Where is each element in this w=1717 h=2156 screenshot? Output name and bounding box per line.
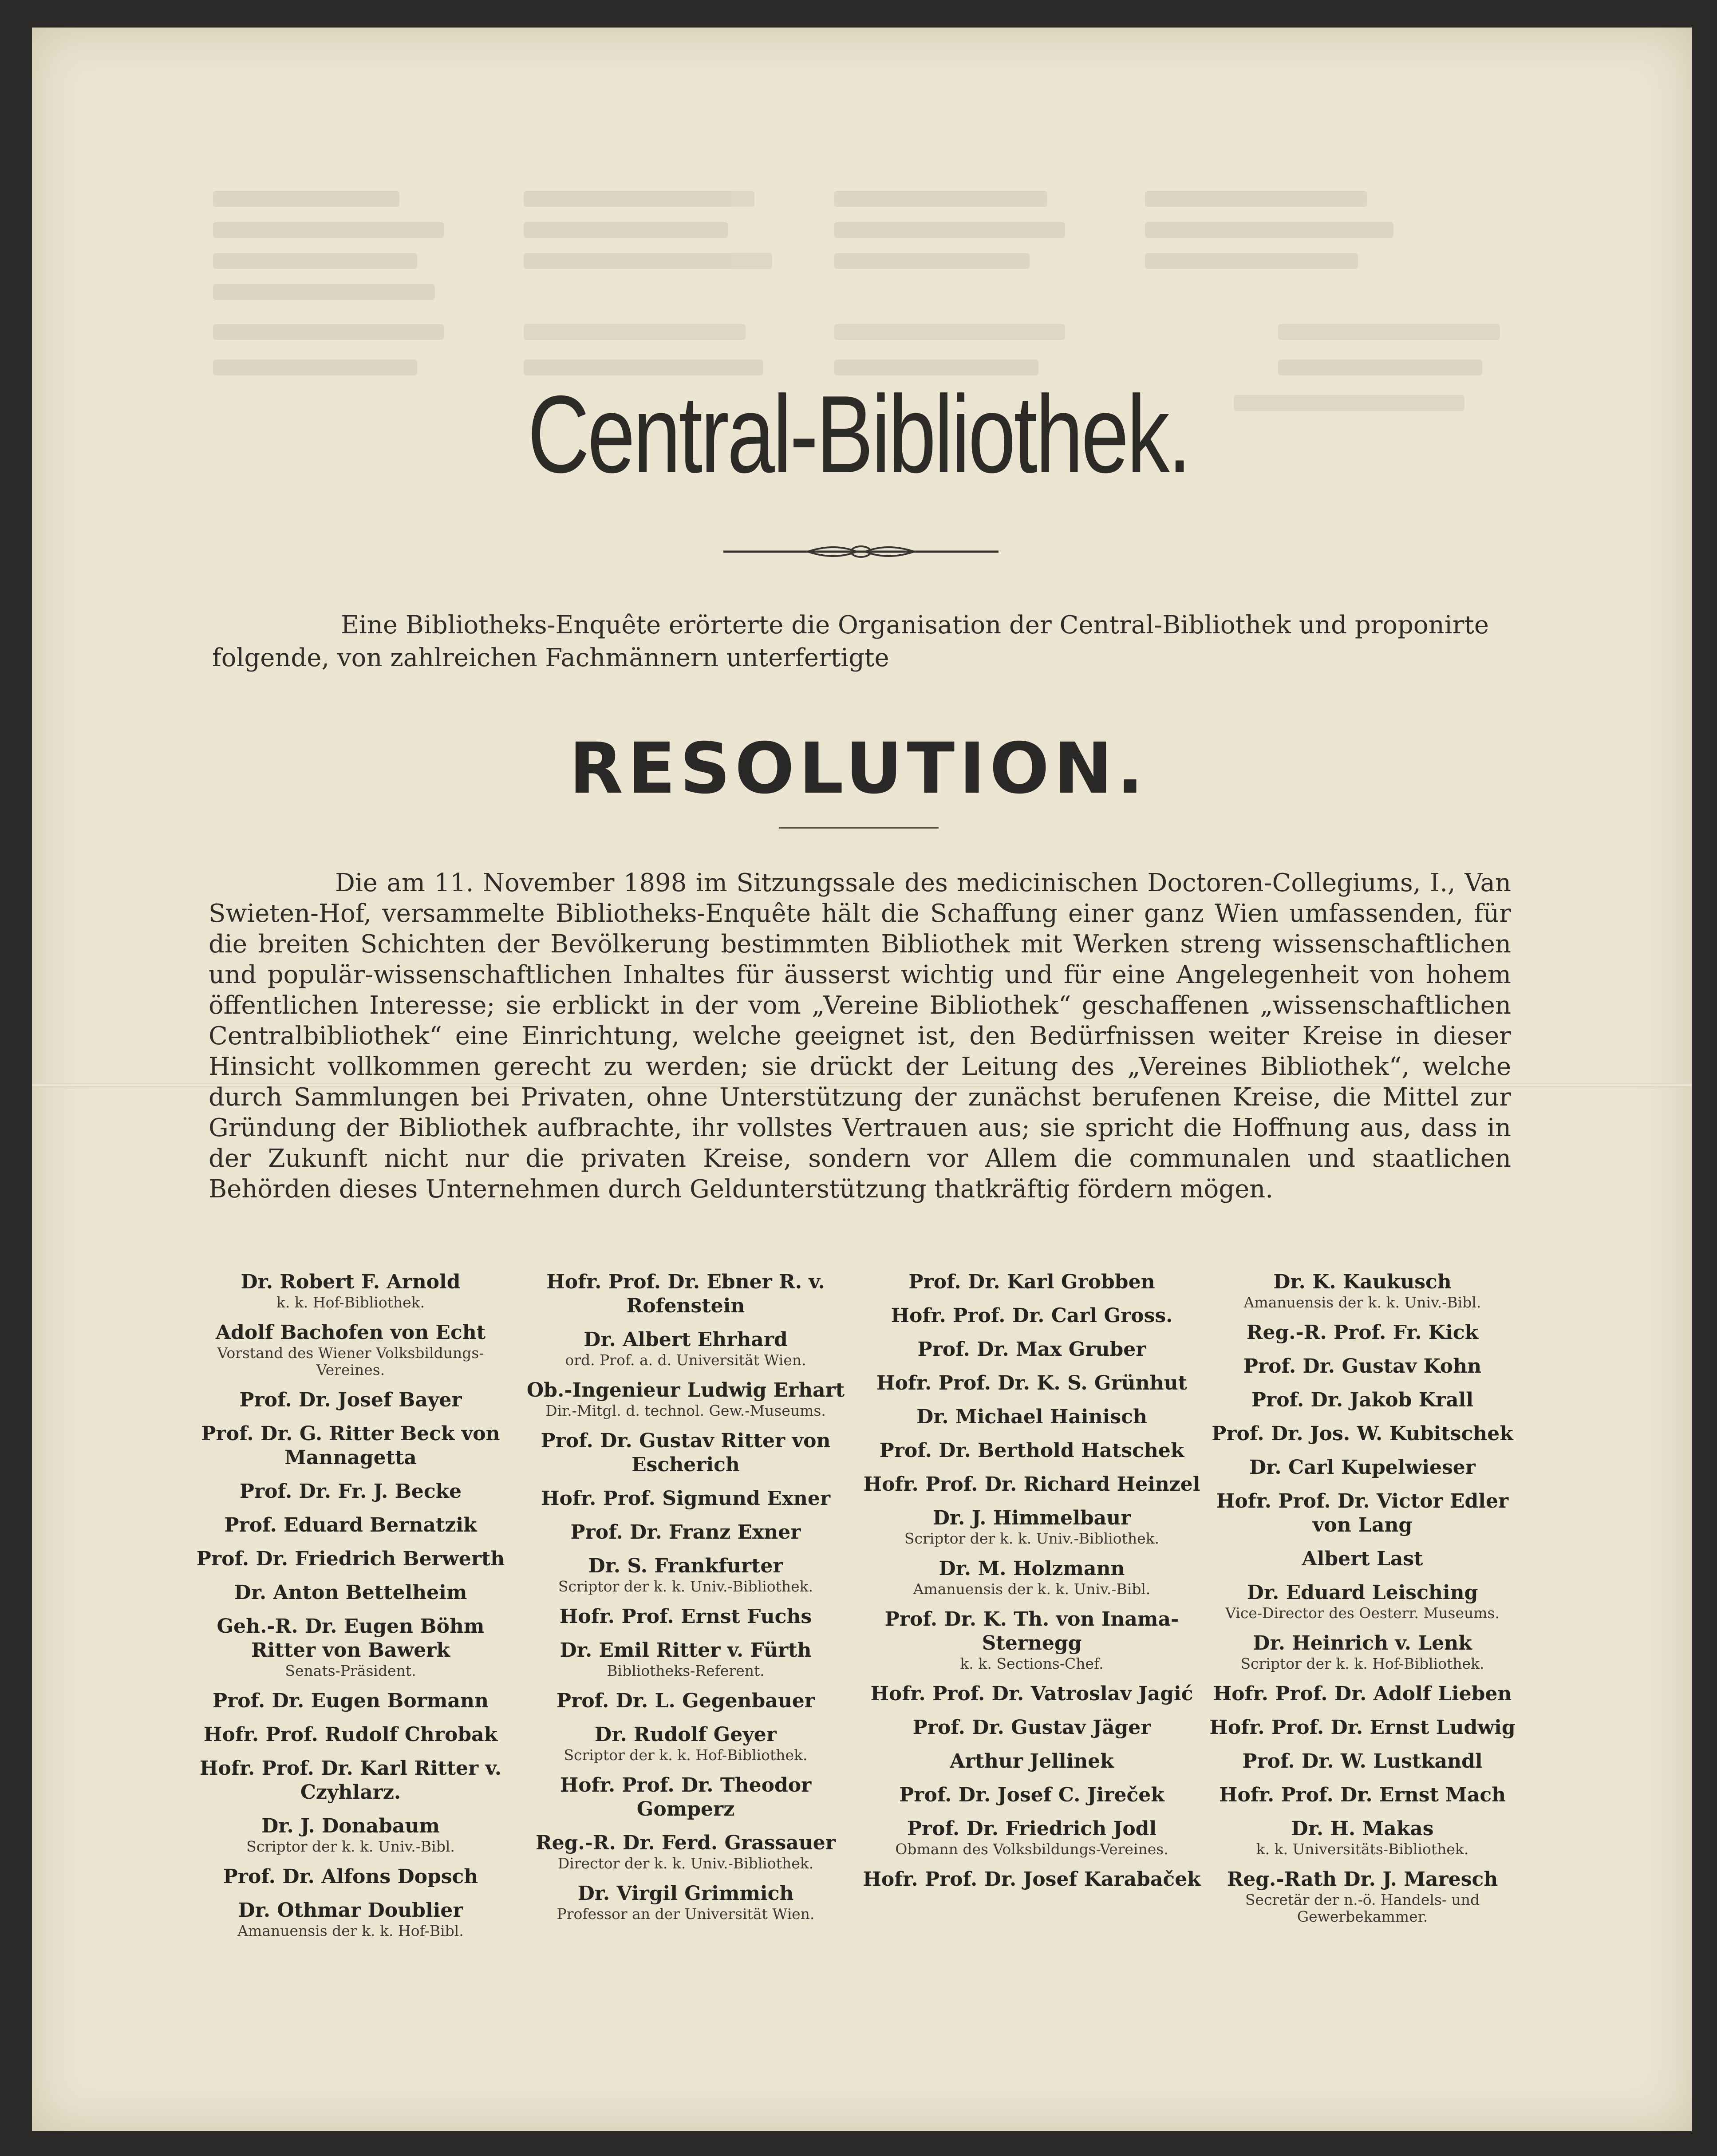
- signatory: [1194, 1716, 1531, 1740]
- signatory-title: Vorstand des Wiener Volksbildungs-Vereines.: [217, 1344, 484, 1378]
- signatory: [1194, 1388, 1531, 1412]
- signatory: [1194, 1422, 1531, 1446]
- signatory: [524, 1605, 848, 1629]
- signatory-title: Scriptor der k. k. Hof-Bibliothek.: [1240, 1655, 1484, 1672]
- signatory: [1194, 1321, 1531, 1345]
- signatory: [524, 1328, 848, 1369]
- signatory-name: Prof. Dr. K. Th. von Inama-Sternegg: [884, 1608, 1179, 1655]
- signatory: [859, 1716, 1205, 1740]
- signatory-name: Dr. Michael Hainisch: [916, 1406, 1147, 1428]
- signatory-name: Prof. Dr. Friedrich Jodl: [907, 1817, 1157, 1840]
- signatory-name: Prof. Dr. Josef C. Jireček: [899, 1784, 1164, 1806]
- signatory: [1194, 1682, 1531, 1706]
- signatory: [1194, 1354, 1531, 1378]
- signatory-name: Prof. Dr. Berthold Hatschek: [879, 1439, 1184, 1462]
- signatory-name: Dr. Virgil Grimmich: [577, 1882, 794, 1905]
- resolution-paragraph: [209, 868, 1511, 1204]
- ornament-divider: [723, 541, 999, 563]
- signatories-column-1: [195, 1270, 506, 1949]
- signatory-name: Dr. Anton Bettelheim: [234, 1581, 467, 1604]
- signatory: [859, 1749, 1205, 1773]
- signatories-column-3: [859, 1270, 1205, 1901]
- signatory-title: Scriptor der k. k. Hof-Bibliothek.: [564, 1746, 808, 1764]
- signatory-title: Scriptor der k. k. Univ.-Bibl.: [246, 1838, 455, 1855]
- signatory: [524, 1554, 848, 1595]
- signatory: [1194, 1868, 1531, 1925]
- signatory-name: Hofr. Prof. Dr. Carl Gross.: [891, 1304, 1173, 1327]
- intro-paragraph: [212, 609, 1512, 675]
- signatory-name: Dr. Heinrich v. Lenk: [1253, 1632, 1472, 1655]
- heading-rule: [779, 827, 939, 829]
- signatory: [1194, 1749, 1531, 1773]
- signatory-name: Prof. Dr. Fr. J. Becke: [239, 1480, 462, 1503]
- signatory: [195, 1865, 506, 1889]
- signatory-title: Amanuensis der k. k. Univ.-Bibl.: [913, 1580, 1151, 1598]
- signatory-title: k. k. Hof-Bibliothek.: [276, 1294, 425, 1311]
- signatory-name: Prof. Dr. W. Lustkandl: [1242, 1750, 1483, 1773]
- signatory-title: k. k. Sections-Chef.: [960, 1655, 1104, 1672]
- signatory-title: Amanuensis der k. k. Univ.-Bibl.: [1243, 1294, 1481, 1311]
- signatory-name: Dr. K. Kaukusch: [1273, 1271, 1452, 1293]
- signatory: [1194, 1456, 1531, 1480]
- resolution-heading: RESOLUTION.: [569, 728, 1148, 809]
- signatory-name: Prof. Dr. Gustav Jäger: [912, 1716, 1151, 1739]
- signatory: [524, 1639, 848, 1679]
- signatory: [859, 1371, 1205, 1395]
- signatory-name: Hofr. Prof. Ernst Fuchs: [559, 1605, 812, 1628]
- signatory: [1194, 1581, 1531, 1622]
- document-title: Central-Bibliothek.: [527, 372, 1190, 496]
- signatory: [1194, 1489, 1531, 1537]
- signatory-name: Prof. Dr. Franz Exner: [570, 1521, 801, 1544]
- signatory-name: Hofr. Prof. Dr. Richard Heinzel: [863, 1473, 1200, 1496]
- signatory-name: Ob.-Ingenieur Ludwig Erhart: [526, 1379, 845, 1402]
- signatory: [1194, 1270, 1531, 1311]
- signatory-name: Dr. M. Holzmann: [939, 1557, 1125, 1580]
- signatory: [524, 1773, 848, 1821]
- signatory-name: Hofr. Prof. Dr. Karl Ritter v. Czyhlarz.: [199, 1757, 502, 1804]
- signatory: [524, 1429, 848, 1477]
- signatory: [195, 1513, 506, 1537]
- signatory: [524, 1882, 848, 1923]
- signatory-title: Director der k. k. Univ.-Bibliothek.: [557, 1855, 814, 1872]
- signatory: [1194, 1547, 1531, 1571]
- signatory-name: Prof. Dr. Friedrich Berwerth: [196, 1548, 505, 1570]
- signatory: [195, 1480, 506, 1504]
- signatory-name: Albert Last: [1302, 1548, 1423, 1570]
- signatory-name: Dr. Carl Kupelwieser: [1249, 1456, 1476, 1479]
- signatory-name: Hofr. Prof. Dr. Victor Edler von Lang: [1216, 1490, 1509, 1536]
- signatory-name: Hofr. Prof. Dr. Adolf Lieben: [1213, 1682, 1512, 1705]
- signatory-title: Amanuensis der k. k. Hof-Bibl.: [237, 1922, 464, 1939]
- signatory: [524, 1520, 848, 1544]
- signatory-name: Dr. Othmar Doublier: [238, 1899, 463, 1922]
- signatory-name: Prof. Dr. Max Gruber: [917, 1338, 1146, 1361]
- signatory: [1194, 1783, 1531, 1807]
- signatory-title: Dir.-Mitgl. d. technol. Gew.-Museums.: [545, 1402, 826, 1419]
- signatory-name: Reg.-R. Prof. Fr. Kick: [1246, 1321, 1479, 1344]
- signatory-name: Arthur Jellinek: [950, 1750, 1114, 1773]
- signatory: [524, 1378, 848, 1419]
- signatory-name: Prof. Dr. Jos. W. Kubitschek: [1212, 1422, 1513, 1445]
- signatory-name: Hofr. Prof. Dr. K. S. Grünhut: [876, 1372, 1187, 1394]
- signatory-title: k. k. Universitäts-Bibliothek.: [1256, 1840, 1469, 1858]
- signatory-name: Adolf Bachofen von Echt: [215, 1321, 486, 1344]
- signatory: [524, 1723, 848, 1764]
- signatory: [195, 1388, 506, 1412]
- signatory: [524, 1487, 848, 1511]
- signatory-title: Bibliotheks-Referent.: [607, 1662, 765, 1679]
- signatories-column-4: [1194, 1270, 1531, 1935]
- signatory-name: Hofr. Prof. Dr. Ebner R. v. Rofenstein: [546, 1271, 825, 1317]
- signatory-name: Hofr. Prof. Dr. Josef Karabaček: [863, 1868, 1201, 1891]
- signatory-name: Prof. Dr. G. Ritter Beck von Mannagetta: [201, 1422, 500, 1469]
- signatory: [195, 1422, 506, 1470]
- signatory-name: Prof. Dr. Josef Bayer: [239, 1389, 462, 1411]
- signatory-name: Dr. Albert Ehrhard: [584, 1328, 788, 1351]
- signatory-name: Reg.-R. Dr. Ferd. Grassauer: [536, 1832, 836, 1854]
- signatories-column-2: [524, 1270, 848, 1932]
- signatory-name: Hofr. Prof. Sigmund Exner: [541, 1487, 831, 1510]
- signatory: [195, 1757, 506, 1805]
- signatory: [195, 1814, 506, 1855]
- signatory-name: Dr. J. Donabaum: [261, 1815, 440, 1837]
- signatory-name: Dr. H. Makas: [1291, 1817, 1434, 1840]
- signatory-name: Prof. Dr. Alfons Dopsch: [223, 1865, 478, 1888]
- signatory: [859, 1304, 1205, 1328]
- signatory: [859, 1506, 1205, 1547]
- signatory: [195, 1615, 506, 1679]
- signatory-name: Prof. Dr. L. Gegenbauer: [557, 1690, 815, 1712]
- signatory-name: Dr. Rudolf Geyer: [595, 1723, 777, 1746]
- signatory-title: ord. Prof. a. d. Universität Wien.: [565, 1351, 806, 1369]
- signatory-name: Dr. Eduard Leisching: [1247, 1581, 1478, 1604]
- signatory: [195, 1270, 506, 1311]
- signatory: [195, 1547, 506, 1571]
- signatory-title: Senats-Präsident.: [285, 1662, 416, 1679]
- signatory: [195, 1689, 506, 1713]
- signatory: [859, 1682, 1205, 1706]
- signatory: [859, 1473, 1205, 1497]
- signatory-name: Hofr. Prof. Dr. Theodor Gomperz: [560, 1774, 812, 1820]
- signatory-name: Hofr. Prof. Dr. Ernst Ludwig: [1209, 1716, 1516, 1739]
- signatory: [859, 1868, 1205, 1891]
- signatory-title: Scriptor der k. k. Univ.-Bibliothek.: [904, 1530, 1160, 1547]
- signatory: [859, 1783, 1205, 1807]
- intro-text: Eine Bibliotheks-Enquête erörterte die Organisation der Central-Bibliothek und proponirte folgende, von zahlreichen Fachmännern unterfertigte: [212, 611, 1489, 672]
- signatory: [859, 1557, 1205, 1598]
- signatory-name: Hofr. Prof. Rudolf Chrobak: [203, 1723, 498, 1746]
- signatory-title: Secretär der n.-ö. Handels- und Gewerbekammer.: [1245, 1891, 1480, 1925]
- signatory: [859, 1405, 1205, 1429]
- resolution-text: Die am 11. November 1898 im Sitzungssale des medicinischen Doctoren-Collegiums, I., Van Swieten-Hof, versammelte Bibliotheks-Enquête hält die Schaffung einer ganz Wien umfassenden, für die breiten Schichten der Bevölkerung bestimmten Bibliothek mit Werken streng wissenschaftlichen und populär-wissenschaftlichen Inhaltes für äusserst wichtig und für eine Angelegenheit von hohem öffentlichen Interesse; sie erblickt in der vom „Vereine Bibliothek“ geschaffenen „wissenschaftlichen Centralbibliothek“ eine Einrichtung, welche geeignet ist, den Bedürfnissen weiter Kreise in dieser Hinsicht vollkommen gerecht zu werden; sie drückt der Leitung des „Vereines Bibliothek“, welche durch Sammlungen bei Privaten, ohne Unterstützung der zunächst berufenen Kreise, die Mittel zur Gründung der Bibliothek aufbrachte, ihr vollstes Vertrauen aus; sie spricht die Hoffnung aus, dass in der Zukunft nicht nur die privaten Kreise, sondern vor Allem die communalen und staatlichen Behörden dieses Unternehmen durch Geldunterstützung thatkräftig fördern mögen.: [209, 869, 1511, 1204]
- signatory: [195, 1723, 506, 1747]
- signatory: [524, 1831, 848, 1872]
- signatory: [859, 1817, 1205, 1858]
- signatory-name: Reg.-Rath Dr. J. Maresch: [1227, 1868, 1498, 1891]
- signatory-title: Scriptor der k. k. Univ.-Bibliothek.: [558, 1578, 813, 1595]
- signatory: [195, 1321, 506, 1378]
- signatory: [859, 1270, 1205, 1294]
- signatory: [1194, 1817, 1531, 1858]
- signatory: [195, 1581, 506, 1605]
- signatory-title: Professor an der Universität Wien.: [557, 1905, 815, 1923]
- signatory-name: Prof. Dr. Eugen Bormann: [213, 1690, 489, 1712]
- signatory-name: Dr. Robert F. Arnold: [241, 1271, 461, 1293]
- signatory: [859, 1338, 1205, 1362]
- signatory: [195, 1899, 506, 1939]
- signatory: [859, 1607, 1205, 1672]
- signatory-name: Geh.-R. Dr. Eugen Böhm Ritter von Bawerk: [217, 1615, 485, 1662]
- signatory-name: Dr. S. Frankfurter: [588, 1555, 783, 1577]
- signatory-name: Hofr. Prof. Dr. Vatroslav Jagić: [870, 1682, 1193, 1705]
- signatory-name: Prof. Dr. Jakob Krall: [1251, 1389, 1474, 1411]
- signatory-name: Prof. Dr. Karl Grobben: [908, 1271, 1155, 1293]
- signatory-name: Prof. Dr. Gustav Ritter von Escherich: [541, 1429, 831, 1476]
- signatory-title: Vice-Director des Oesterr. Museums.: [1225, 1604, 1500, 1622]
- signatory: [524, 1689, 848, 1713]
- signatory-name: Hofr. Prof. Dr. Ernst Mach: [1219, 1784, 1506, 1806]
- signatory-title: Obmann des Volksbildungs-Vereines.: [895, 1840, 1168, 1858]
- signatory: [524, 1270, 848, 1318]
- signatory-name: Prof. Dr. Gustav Kohn: [1243, 1355, 1482, 1378]
- signatory-name: Dr. J. Himmelbaur: [932, 1507, 1131, 1529]
- signatory-name: Dr. Emil Ritter v. Fürth: [560, 1639, 812, 1662]
- signatory: [1194, 1631, 1531, 1672]
- signatory: [859, 1439, 1205, 1463]
- signatory-name: Prof. Eduard Bernatzik: [224, 1514, 477, 1536]
